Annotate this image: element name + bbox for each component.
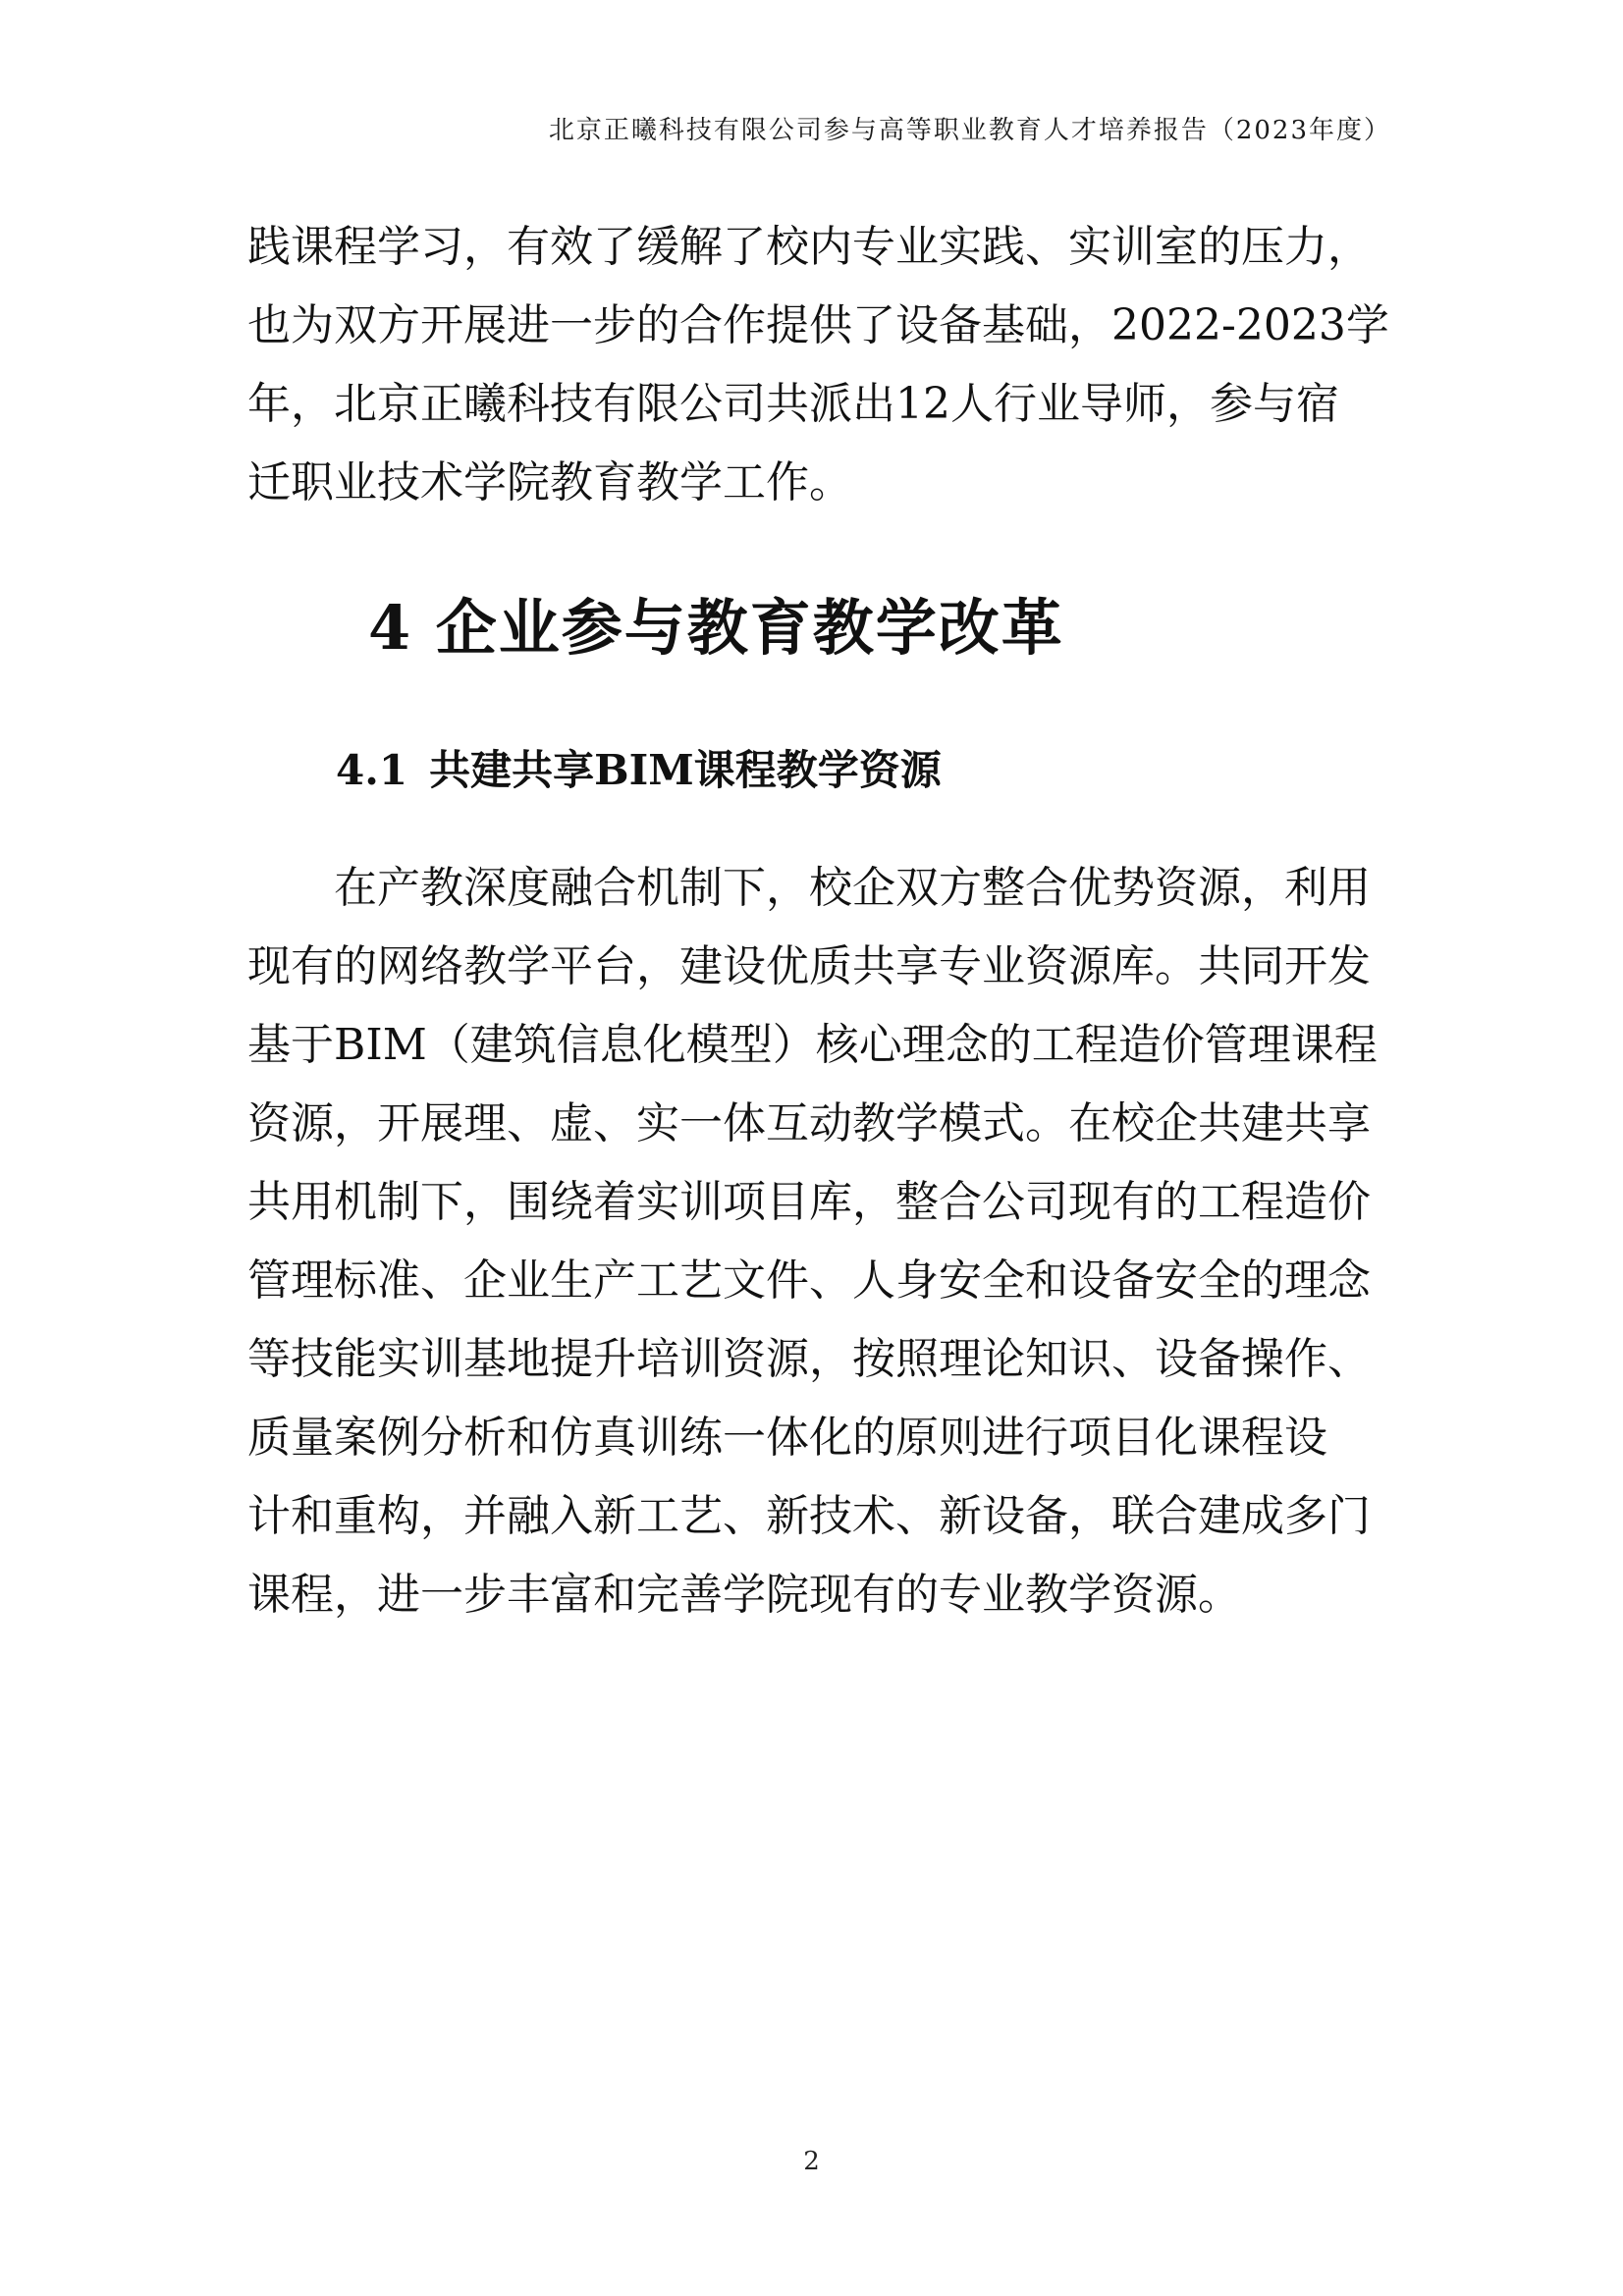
section-heading: 4 企业参与教育教学改革 <box>368 592 1064 664</box>
page-number: 2 <box>803 2147 820 2176</box>
paragraph-line: 等技能实训基地提升培训资源，按照理论知识、设备操作、 <box>247 1334 1371 1384</box>
subsection-heading <box>336 738 942 797</box>
paragraph-line: 践课程学习，有效了缓解了校内专业实践、实训室的压力， <box>247 222 1371 272</box>
paragraph-line: 资源，开展理、虚、实一体互动教学模式。在校企共建共享 <box>247 1098 1371 1148</box>
paragraph-line: 现有的网络教学平台，建设优质共享专业资源库。共同开发 <box>247 941 1371 991</box>
paragraph-line: 在产教深度融合机制下，校企双方整合优势资源，利用 <box>334 863 1371 913</box>
paragraph-line: 计和重构，并融入新工艺、新技术、新设备，联合建成多门 <box>247 1491 1371 1541</box>
subsection-title: 共建共享BIM课程教学资源 <box>429 746 942 794</box>
paragraph-line: 迁职业技术学院教育教学工作。 <box>247 457 852 507</box>
paragraph-line: 质量案例分析和仿真训练一体化的原则进行项目化课程设 <box>247 1413 1327 1463</box>
paragraph-line: 共用机制下，围绕着实训项目库，整合公司现有的工程造价 <box>247 1177 1371 1227</box>
running-header: 北京正曦科技有限公司参与高等职业教育人才培养报告（2023年度） <box>548 116 1391 145</box>
paragraph-line: 基于BIM（建筑信息化模型）核心理念的工程造价管理课程 <box>247 1020 1378 1070</box>
paragraph-line: 课程，进一步丰富和完善学院现有的专业教学资源。 <box>247 1570 1241 1620</box>
paragraph-line: 年，北京正曦科技有限公司共派出12人行业导师，参与宿 <box>247 379 1339 429</box>
paragraph-line: 管理标准、企业生产工艺文件、人身安全和设备安全的理念 <box>247 1255 1371 1306</box>
paragraph-line: 也为双方开展进一步的合作提供了设备基础，2022-2023学 <box>247 300 1389 350</box>
subsection-number: 4.1 <box>336 746 408 794</box>
